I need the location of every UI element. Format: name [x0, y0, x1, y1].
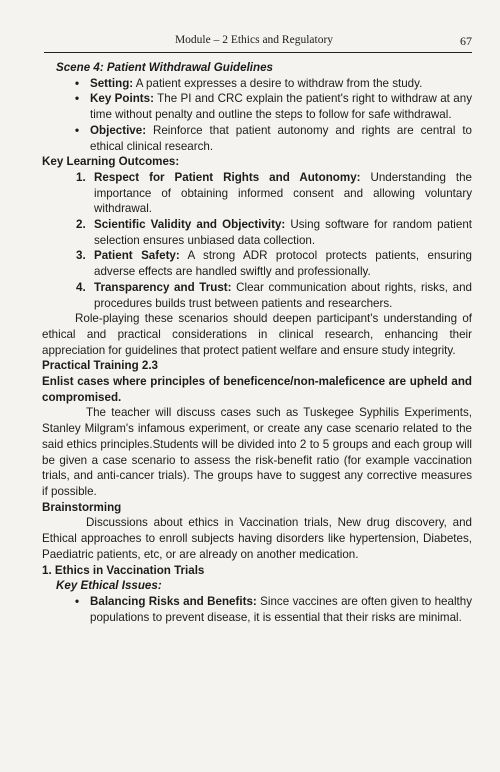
practical-training-body: The teacher will discuss cases such as Tuskegee Syphilis Experiments, Stanley Milgram's infamous experiment, or create any case scenario related to the said ethics principles.Students will be divided into 2 to 5 groups and each group will be given a case scenario to assess the risk-benefit ratio (for example vaccination trials, and anti-cancer trials). The groups have to suggest any corrective measures if possible.	[42, 406, 472, 498]
running-header	[36, 34, 472, 52]
page-number: 67	[460, 34, 472, 48]
scene-bullet-objective: • Objective: Reinforce that patient autonomy and rights are central to ethical clinical research.	[75, 123, 472, 153]
outcome-item: 2. Scientific Validity and Objectivity: Using software for random patient selection ensures unbiased data collection.	[76, 218, 472, 247]
practical-training-task: Enlist cases where principles of beneficence/non-maleficence are upheld and compromised.	[42, 375, 472, 404]
key-ethical-issues-subheading: Key Ethical Issues:	[56, 579, 162, 593]
outcome-item: 3. Patient Safety: A strong ADR protocol protects patients, ensuring adverse effects are handled swiftly and professionally.	[76, 249, 472, 279]
brainstorming-body: Discussions about ethics in Vaccination trials, New drug discovery, and Ethical approaches to enroll subjects having disorders like hypertension, Diabetes, Paediatric patients, etc, or are already on another medication.	[42, 516, 472, 561]
practical-training-heading: Practical Training 2.3	[42, 359, 158, 373]
key-learning-outcomes-heading: Key Learning Outcomes:	[42, 155, 180, 169]
outcome-item: 4. Transparency and Trust: Clear communication about rights, risks, and procedures builds trust between patients and researchers.	[76, 280, 472, 310]
scene-4-heading: Scene 4: Patient Withdrawal Guidelines	[56, 61, 274, 74]
bullet-dot: •	[75, 123, 80, 137]
header-rule	[44, 52, 472, 53]
outcomes-closing-paragraph: Role-playing these scenarios should deepen participant's understanding of ethical and practical considerations in clinical research, enhancing their appreciation for guidelines that protect patient welfare and ensure study integrity.	[42, 312, 472, 357]
vaccination-bullet: • Balancing Risks and Benefits: Since vaccines are often given to healthy populations to prevent disease, it is essential that their risks are minimal.	[75, 594, 472, 624]
bullet-dot: •	[75, 92, 80, 106]
bullet-dot: •	[75, 594, 80, 608]
scene-bullet-key-points: • Key Points: The PI and CRC explain the patient's right to withdraw at any time without penalty and outline the steps to follow for safe withdrawal.	[75, 92, 472, 122]
running-title: Module – 2 Ethics and Regulatory	[174, 34, 334, 46]
bullet-dot: •	[75, 76, 80, 90]
brainstorming-heading: Brainstorming	[42, 500, 122, 514]
page-body	[42, 60, 472, 625]
vaccination-ethics-heading: 1. Ethics in Vaccination Trials	[42, 563, 205, 577]
outcome-item: 1. Respect for Patient Rights and Autonomy: Understanding the importance of obtaining informed consent and allowing voluntary withdrawal.	[76, 170, 472, 216]
scene-bullet-setting: • Setting: A patient expresses a desire to withdraw from the study.	[75, 76, 423, 90]
